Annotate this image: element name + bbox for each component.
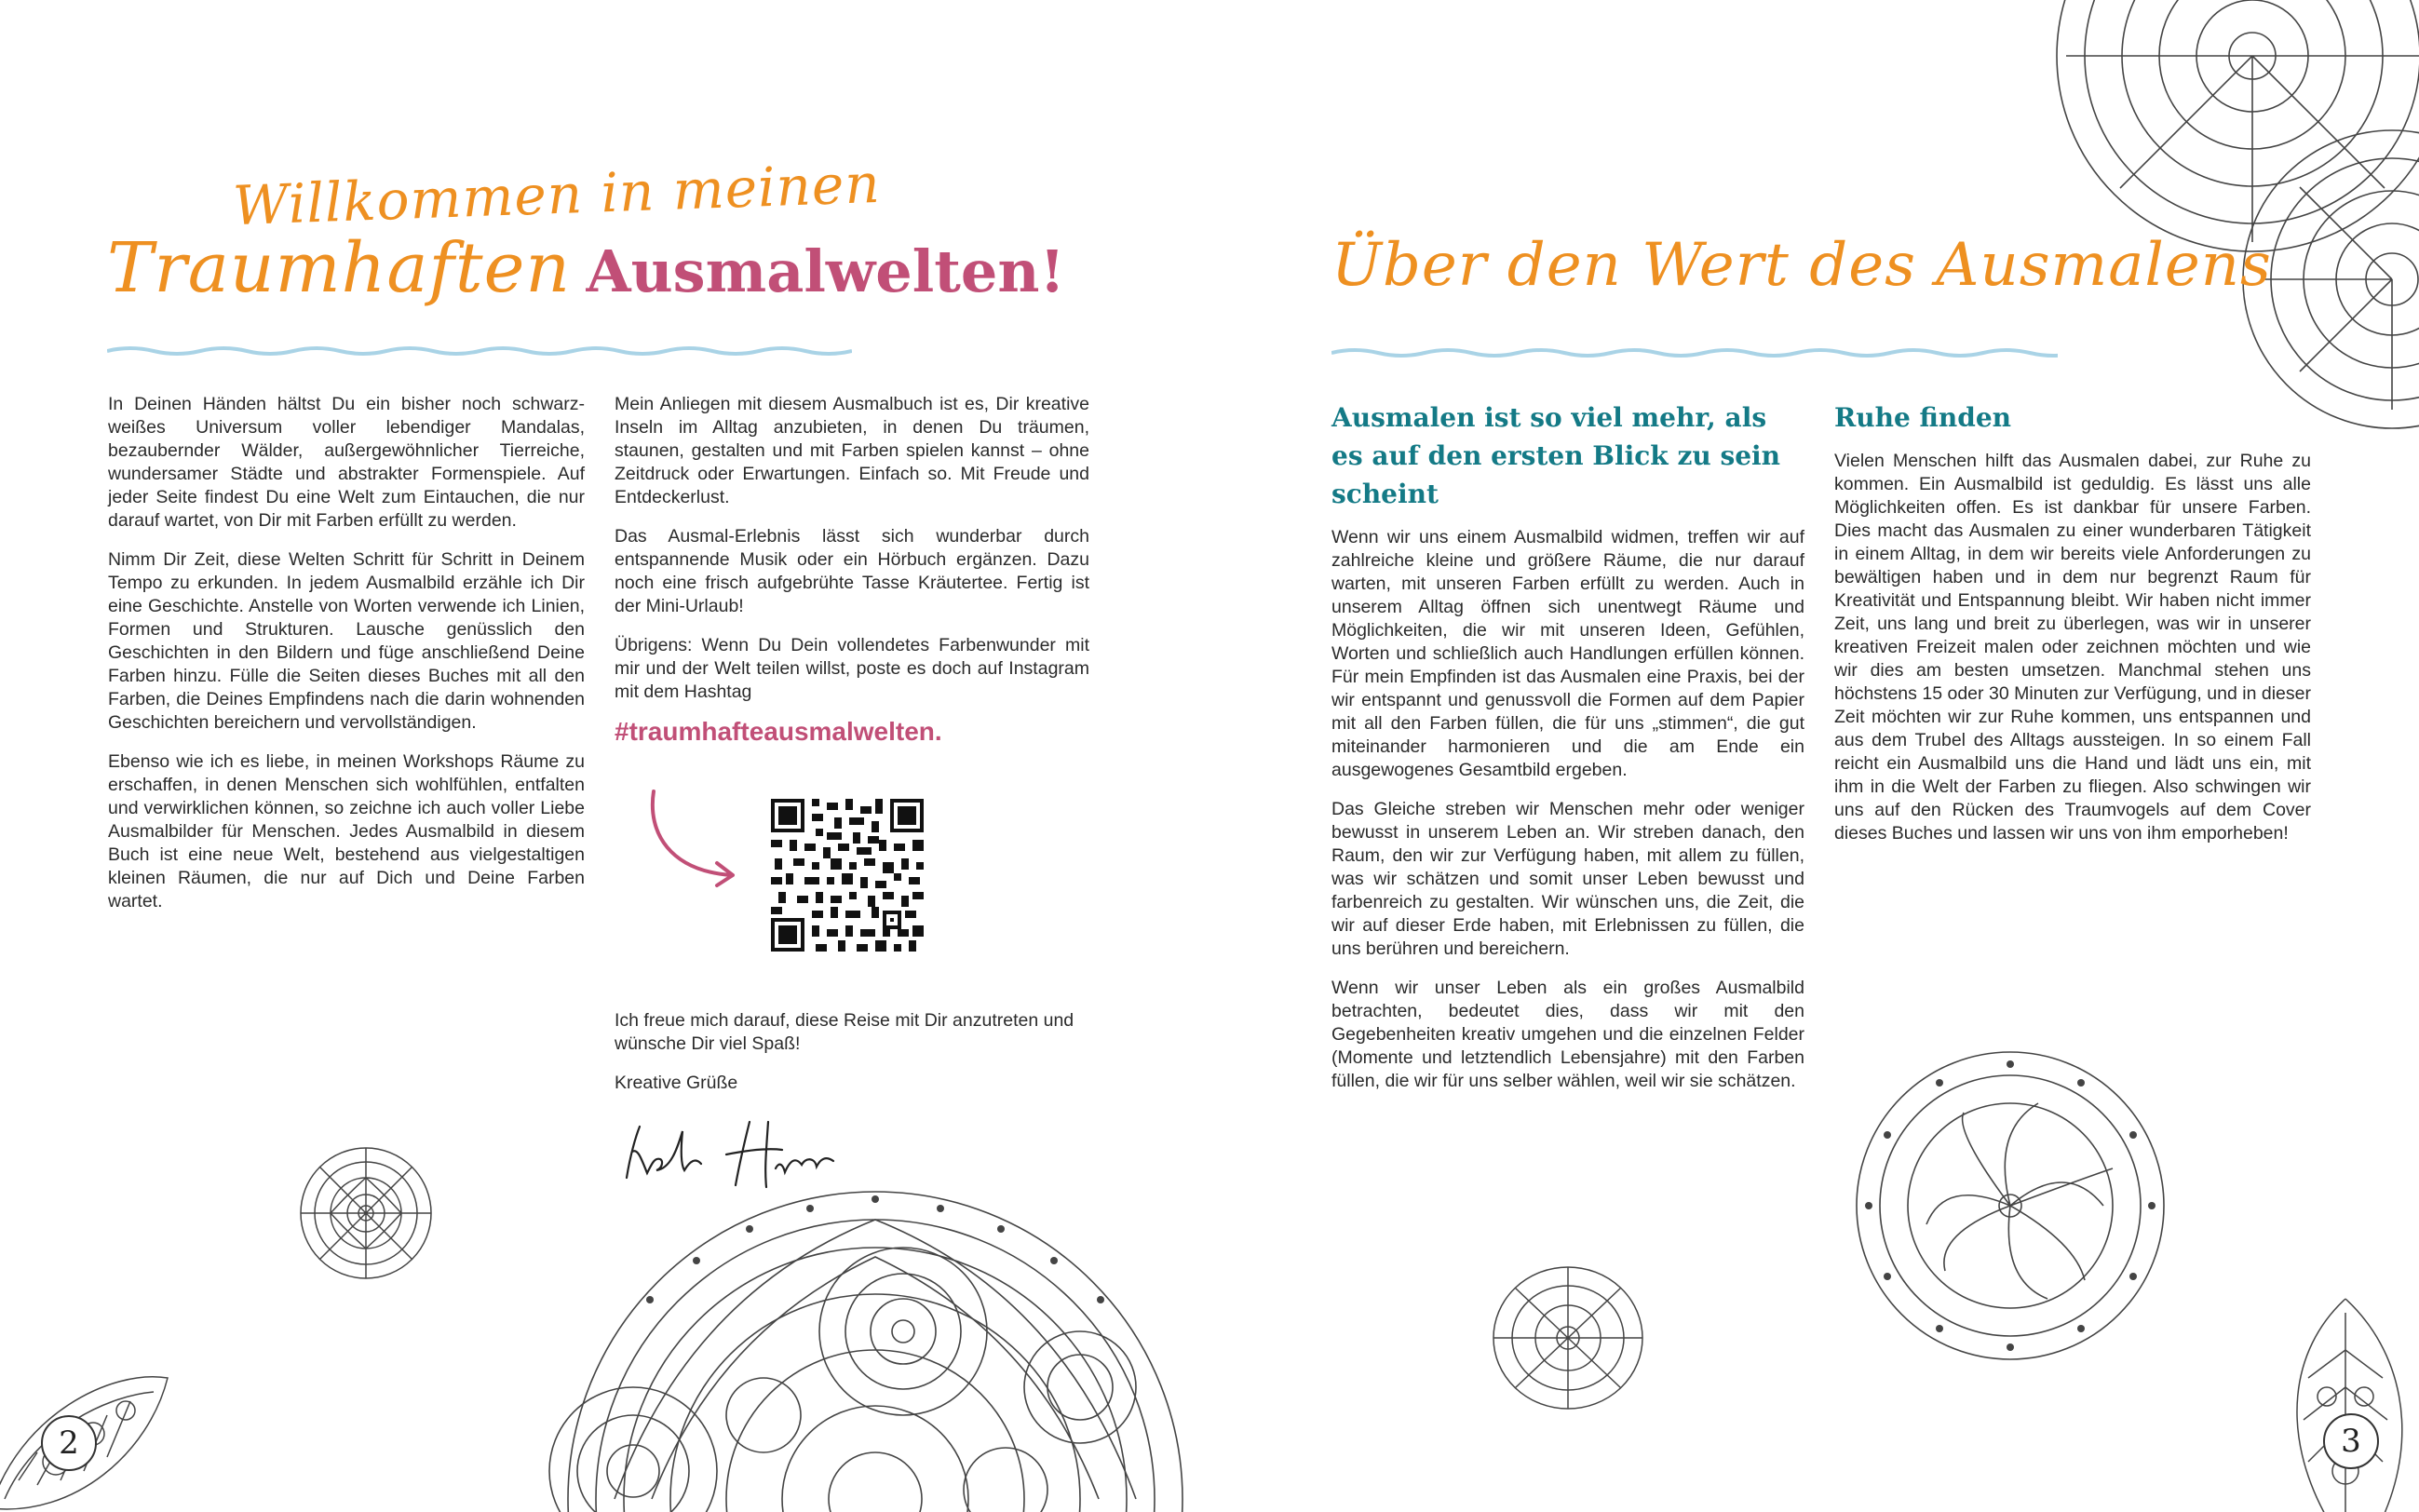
section-heading: Ausmalen ist so viel mehr, als es auf den ersten Blick zu sein scheint <box>1331 402 1781 509</box>
page-number: 3 <box>2323 1413 2379 1469</box>
swirl-mandala-icon <box>1852 1047 2169 1364</box>
curved-arrow-icon <box>642 787 745 889</box>
right-page <box>1210 0 2419 1512</box>
paragraph: Mein Anliegen mit diesem Ausmalbuch ist es, Dir kreative Inseln im Alltag anzubieten, in denen Du träumen, staunen, gestalten und mit Farben spielen kannst – ohne Zeitdruck oder Erwartungen. Einfach so. Mit Freude und Entdeckerlust. <box>615 394 1089 507</box>
paragraph: Das Ausmal-Erlebnis lässt sich wunderbar durch entspannende Musik oder ein Hörbuch ergänzen. Dazu noch eine frisch aufgebrühte Tasse Kräutertee. Fertig ist der Mini-Urlaub! <box>615 526 1089 616</box>
paragraph: Ebenso wie ich es liebe, in meinen Workshops Räume zu erschaffen, in denen Menschen sich wohlfühlen, entfalten und verwirklichen können, so zeichne ich auch voller Liebe Ausmalbilder für Menschen. Jedes Ausmalbild in diesem Buch ist eine neue Welt, bestehend aus vielgestaltigen kleinen Räumen, die nur auf Dich und Deine Farben wartet. <box>108 751 585 911</box>
page-number: 2 <box>41 1415 97 1471</box>
paragraph: Vielen Menschen hilft das Ausmalen dabei, zur Ruhe zu kommen. Ein Ausmalbild ist geduldig. Es lässt uns alle Möglichkeiten offen. Es ist dankbar für unsere Farben. Dies macht das Ausmalen zu einer wunderbaren Tätigkeit in einem Alltag, in dem wir bereits viele Anforderungen zu bewältigen haben und in dem nur begrenzt Raum für Kreativität und Entspannung bleibt. Wir haben nicht immer Zeit, uns lang und breit zu überlegen, was wir in unserer kreativen Freizeit malen oder zeichnen möchten und wie wir dies am besten umsetzen. Manchmal stehen uns höchstens 15 oder 30 Minuten zur Verfügung, und in dieser Zeit möchten wir zur Ruhe kommen, uns entspannen und aus dem Trubel des Alltags aussteigen. In so einem Fall reicht ein Ausmalbild uns die Hand und lädt uns ein, mit ihm in die Welt der Farben zu fliegen. Also schwingen wir uns auf den Rücken des Traumvogels auf dem Cover dieses Buches und lassen wir uns von ihm emporheben! <box>1834 451 2311 844</box>
title-serif-part: Ausmalwelten! <box>586 237 1065 305</box>
right-title: Über den Wert des Ausmalens <box>1331 231 2272 300</box>
wave-divider <box>1331 346 2058 359</box>
section-heading: Ruhe finden <box>1834 402 2012 433</box>
left-column-2 <box>615 393 1089 746</box>
left-column-1 <box>108 393 585 929</box>
paragraph: Übrigens: Wenn Du Dein vollendetes Farbenwunder mit mir und der Welt teilen willst, poste es doch auf Instagram mit dem Hashtag <box>615 635 1089 702</box>
paragraph: Nimm Dir Zeit, diese Welten Schritt für Schritt in Deinem Tempo zu erkunden. In jedem Ausmalbild erzähle ich Dir eine Geschichte. Anstelle von Worten verwende ich Linien, Formen und Strukturen. Lausche genüsslich den Geschichten in den Bildern und füge anschließend Deine Farben hinzu. Fülle die Seiten dieses Buches mit all den Farben, die Deines Empfindens nach die darin wohnenden Geschichten bereichern und vervollständigen. <box>108 549 585 733</box>
wave-divider <box>107 344 852 358</box>
paragraph: Das Gleiche streben wir Menschen mehr oder weniger bewusst in unserem Leben an. Wir streben danach, den Raum, den wir zur Verfügung haben, mit allem zu füllen, was wir schätzen und somit unser Leben bewusst und farbenreich zu gestalten. Wir wünschen uns, die Zeit, die wir auf dieser Erde haben, mit Erlebnissen zu füllen, die uns berühren und bereichern. <box>1331 799 1804 959</box>
qr-code[interactable] <box>771 799 924 952</box>
mandala-small-icon <box>1489 1262 1647 1415</box>
large-mandala-icon <box>484 1182 1210 1512</box>
paragraph: Wenn wir uns einem Ausmalbild widmen, treffen wir auf zahlreiche kleine und größere Räume, die nur darauf warten, mit unseren Farben erfüllt zu werden. Auch in unserem Alltag öffnen sich unentwegt Räume und Möglichkeiten, die wir mit unseren Ideen, Gefühlen, Worten und schließlich auch Handlungen erfüllen können. Für mein Empfinden ist das Ausmalen eine Praxis, bei der wir entspannt und genussvoll die Formen auf dem Papier mit all den Farben füllen, die für uns „stimmen“, die gut miteinander harmonieren und die am Ende ein ausgewogenes Gesamtbild ergeben. <box>1331 527 1804 780</box>
instagram-hashtag[interactable]: #traumhafteausmalwelten. <box>615 717 942 746</box>
title-script-part: Traumhaften <box>107 228 572 308</box>
closing-text: Ich freue mich darauf, diese Reise mit Dir anzutreten und wünsche Dir viel Spaß! <box>615 1010 1074 1054</box>
greeting-text: Kreative Grüße <box>615 1073 738 1093</box>
left-closing <box>615 1009 1089 1111</box>
leaf-mandala-icon <box>2271 1294 2419 1512</box>
paragraph: Wenn wir unser Leben als ein großes Ausmalbild betrachten, bedeutet dies, dass wir mit den Gegebenheiten kreativ umgehen und die einzelnen Felder (Momente und letztendlich Lebensjahre) mit den Farben füllen, die wir für uns selber wählen, weil wir sie schätzen. <box>1331 978 1804 1091</box>
right-column-1 <box>1331 398 1804 1109</box>
title-line-2 <box>107 228 1065 308</box>
paragraph: In Deinen Händen hältst Du ein bisher noch schwarz-weißes Universum voller lebendiger Mandalas, bezaubernder Wälder, außergewöhnlicher Tierreiche, wundersamer Städte und abstrakter Formenspiele. Auf jeder Seite findest Du eine Welt zum Eintauchen, die nur darauf wartet, von Dir mit Farben erfüllt zu werden. <box>108 394 585 531</box>
right-column-2 <box>1834 398 2311 861</box>
mandala-small-icon <box>296 1143 436 1283</box>
title-line-1: Willkommen in meinen <box>232 151 882 238</box>
